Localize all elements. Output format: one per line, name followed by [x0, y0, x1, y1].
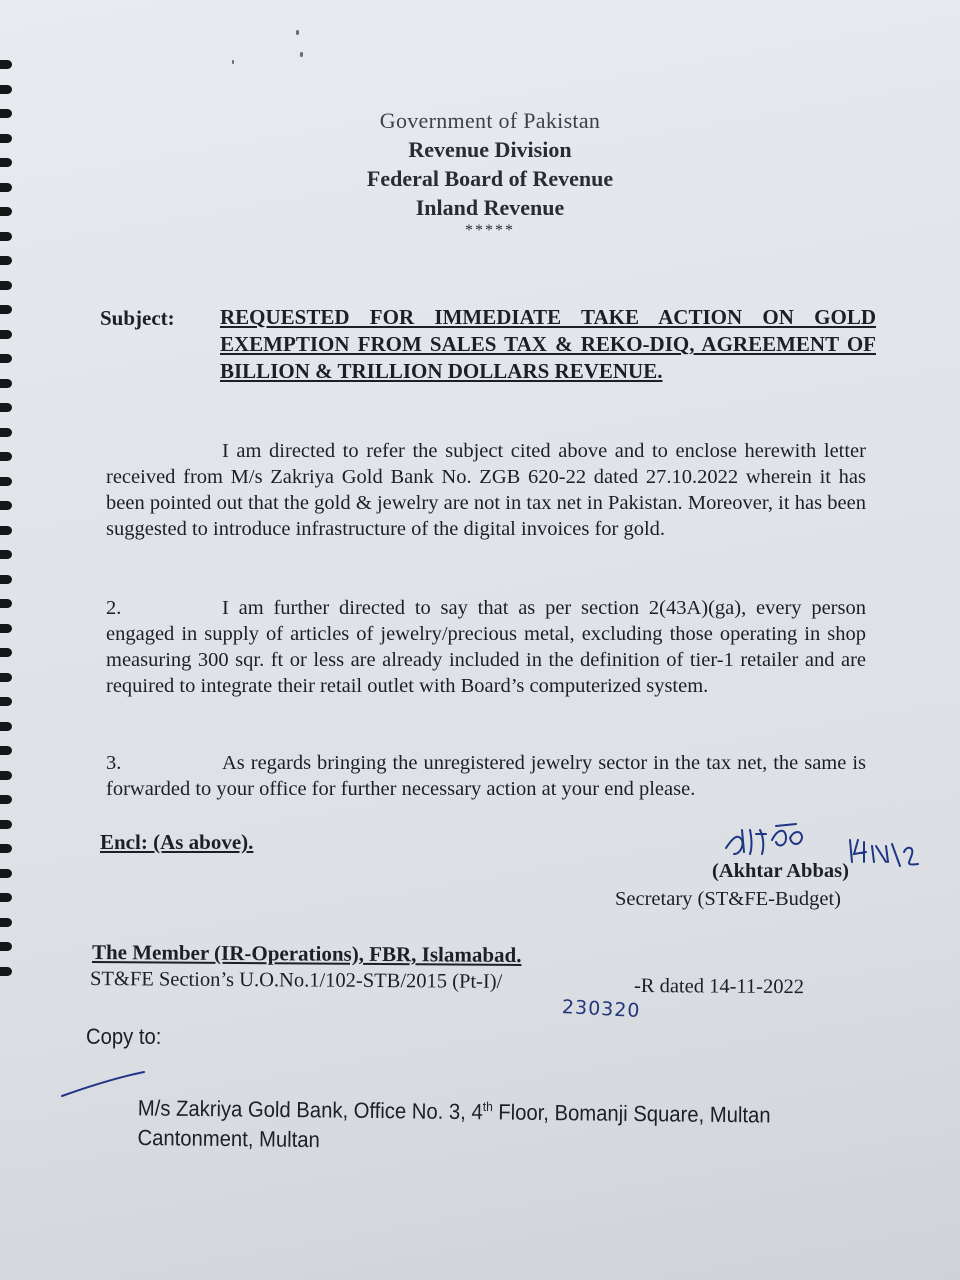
addressee: The Member (IR-Operations), FBR, Islamabad. [91, 940, 522, 967]
binding-ring [0, 967, 12, 976]
copy-to-label: Copy to: [86, 1024, 162, 1049]
binding-ring [0, 109, 12, 118]
binding-ring [0, 697, 12, 706]
binding-ring [0, 403, 12, 412]
copy-recipient-floor-suffix: th [482, 1098, 493, 1115]
binding-ring [0, 183, 12, 192]
paragraph-3 [106, 750, 866, 802]
binding-ring [0, 771, 12, 780]
letterhead-stars: ***** [465, 222, 515, 239]
binding-ring [0, 256, 12, 265]
letterhead-board: Federal Board of Revenue [366, 166, 614, 191]
binding-ring [0, 428, 12, 437]
pen-tick-mark [60, 1068, 150, 1102]
letterhead [340, 106, 640, 240]
spiral-binding [0, 60, 18, 990]
binding-ring [0, 624, 12, 633]
paragraph-2-number: 2. [106, 597, 122, 619]
binding-ring [0, 648, 12, 657]
binding-ring [0, 722, 12, 731]
copy-recipient-address: M/s Zakriya Gold Bank, Office No. 3, 4 [137, 1095, 483, 1125]
handwritten-date [846, 832, 928, 878]
binding-ring [0, 85, 12, 94]
binding-ring [0, 330, 12, 339]
binding-ring [0, 942, 12, 951]
binding-ring [0, 869, 12, 878]
copy-recipient-address-rest: Floor, Bomanji Square, Multan Cantonment, Multan [137, 1099, 771, 1153]
binding-ring [0, 844, 12, 853]
paper-speck [232, 60, 234, 64]
paragraph-3-number: 3. [106, 752, 122, 774]
binding-ring [0, 158, 12, 167]
binding-ring [0, 452, 12, 461]
paragraph-3-text: As regards bringing the unregistered jewelry sector in the tax net, the same is forwarded to your office for further necessary action at your end please. [106, 752, 866, 800]
binding-ring [0, 501, 12, 510]
binding-ring [0, 354, 12, 363]
handwritten-diary-number: 230320 [561, 996, 641, 1023]
binding-ring [0, 820, 12, 829]
binding-ring [0, 893, 12, 902]
signer-name: (Akhtar Abbas) [712, 860, 849, 882]
binding-ring [0, 305, 12, 314]
binding-ring [0, 60, 12, 69]
binding-ring [0, 599, 12, 608]
binding-ring [0, 526, 12, 535]
enclosure-note: Encl: (As above). [100, 830, 254, 854]
signer-title: Secretary (ST&FE-Budget) [615, 888, 842, 910]
binding-ring [0, 477, 12, 486]
letterhead-division: Revenue Division [408, 137, 572, 162]
binding-ring [0, 795, 12, 804]
uo-date: -R dated 14-11-2022 [633, 975, 805, 999]
binding-ring [0, 673, 12, 682]
binding-ring [0, 134, 12, 143]
paragraph-2-text: I am further directed to say that as per section 2(43A)(ga), every person engaged in supply of articles of jewelry/precious metal, excluding those operating in shop measuring 300 sqr. ft or less are already included in the definition of tier-1 retailer and are required to integrate their retail outlet with Board’s computerized system. [106, 597, 866, 697]
subject-text: REQUESTED FOR IMMEDIATE TAKE ACTION ON GOLD EXEMPTION FROM SALES TAX & REKO-DIQ, AGREEMENT OF BILLION & TRILLION DOLLARS REVENUE. [220, 305, 876, 383]
binding-ring [0, 232, 12, 241]
binding-ring [0, 281, 12, 290]
paper-speck [300, 52, 303, 57]
letterhead-wing: Inland Revenue [415, 195, 565, 220]
letterhead-government: Government of Pakistan [379, 108, 601, 133]
uo-number: ST&FE Section’s U.O.No.1/102-STB/2015 (Pt-I)/ [89, 968, 503, 993]
copy-recipient [137, 1088, 864, 1162]
binding-ring [0, 379, 12, 388]
paragraph-1: I am directed to refer the subject cited above and to enclose herewith letter received from M/s Zakriya Gold Bank No. ZGB 620-22 dated 27.10.2022 wherein it has been pointed out that the gold & jewelry are not in tax net in Pakistan. Moreover, it has been suggested to introduce infrastructure of the digital invoices for gold. [106, 440, 866, 540]
paper-speck [296, 30, 299, 35]
binding-ring [0, 575, 12, 584]
binding-ring [0, 207, 12, 216]
paragraph-2 [106, 595, 866, 699]
subject-label: Subject: [100, 306, 175, 330]
binding-ring [0, 918, 12, 927]
binding-ring [0, 550, 12, 559]
binding-ring [0, 746, 12, 755]
